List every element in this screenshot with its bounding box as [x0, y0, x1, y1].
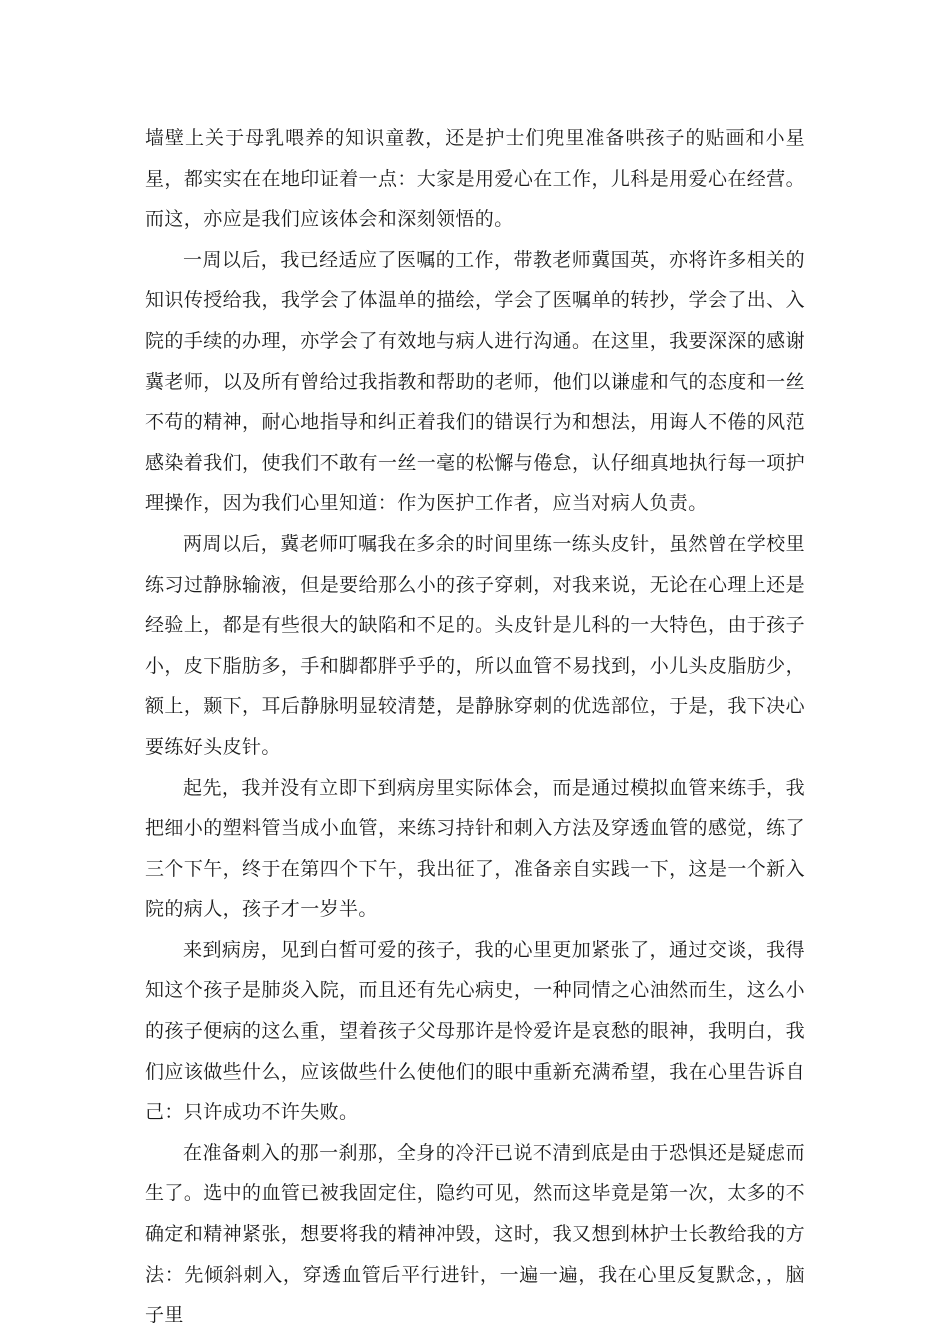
paragraph-6: 在准备刺入的那一刹那，全身的冷汗已说不清到底是由于恐惧还是疑虑而生了。选中的血管已被我固定住，隐约可见，然而这毕竟是第一次，太多的不确定和精神紧张，想要将我的精神冲毁，这时，我又想到林护士长教给我的方法：先倾斜刺入，穿透血管后平行进针，一遍一遍，我在心里反复默念，，脑子里 — [145, 1141, 805, 1327]
paragraph-5: 来到病房，见到白皙可爱的孩子，我的心里更加紧张了，通过交谈，我得知这个孩子是肺炎入院，而且还有先心病史，一种同情之心油然而生，这么小的孩子便病的这么重，望着孩子父母那许是怜爱许是哀愁的眼神，我明白，我们应该做些什么，应该做些什么使他们的眼中重新充满希望，我在心里告诉自己：只许成功不许失败。 — [145, 938, 805, 1124]
paragraph-3: 两周以后，冀老师叮嘱我在多余的时间里练一练头皮针，虽然曾在学校里练习过静脉输液，但是要给那么小的孩子穿刺，对我来说，无论在心理上还是经验上，都是有些很大的缺陷和不足的。头皮针是儿科的一大特色，由于孩子小，皮下脂肪多，手和脚都胖乎乎的，所以血管不易找到，小儿头皮脂肪少，额上，颞下，耳后静脉明显较清楚，是静脉穿刺的优选部位，于是，我下决心要练好头皮针。 — [145, 532, 805, 758]
paragraph-1: 墙壁上关于母乳喂养的知识童教，还是护士们兜里准备哄孩子的贴画和小星星，都实实在在地印证着一点：大家是用爱心在工作，儿科是用爱心在经营。而这，亦应是我们应该体会和深刻领悟的。 — [145, 127, 805, 231]
paragraph-2: 一周以后，我已经适应了医嘱的工作，带教老师冀国英，亦将许多相关的知识传授给我，我学会了体温单的描绘，学会了医嘱单的转抄，学会了出、入院的手续的办理，亦学会了有效地与病人进行沟通。在这里，我要深深的感谢冀老师，以及所有曾给过我指教和帮助的老师，他们以谦虚和气的态度和一丝不苟的精神，耐心地指导和纠正着我们的错误行为和想法，用诲人不倦的风范感染着我们，使我们不敢有一丝一毫的松懈与倦怠，认仔细真地执行每一项护理操作，因为我们心里知道：作为医护工作者，应当对病人负责。 — [145, 248, 805, 515]
body-text — [145, 118, 805, 1336]
paragraph-4: 起先，我并没有立即下到病房里实际体会，而是通过模拟血管来练手，我把细小的塑料管当成小血管，来练习持针和刺入方法及穿透血管的感觉，练了三个下午，终于在第四个下午，我出征了，准备亲自实践一下，这是一个新入院的病人，孩子才一岁半。 — [145, 776, 805, 921]
